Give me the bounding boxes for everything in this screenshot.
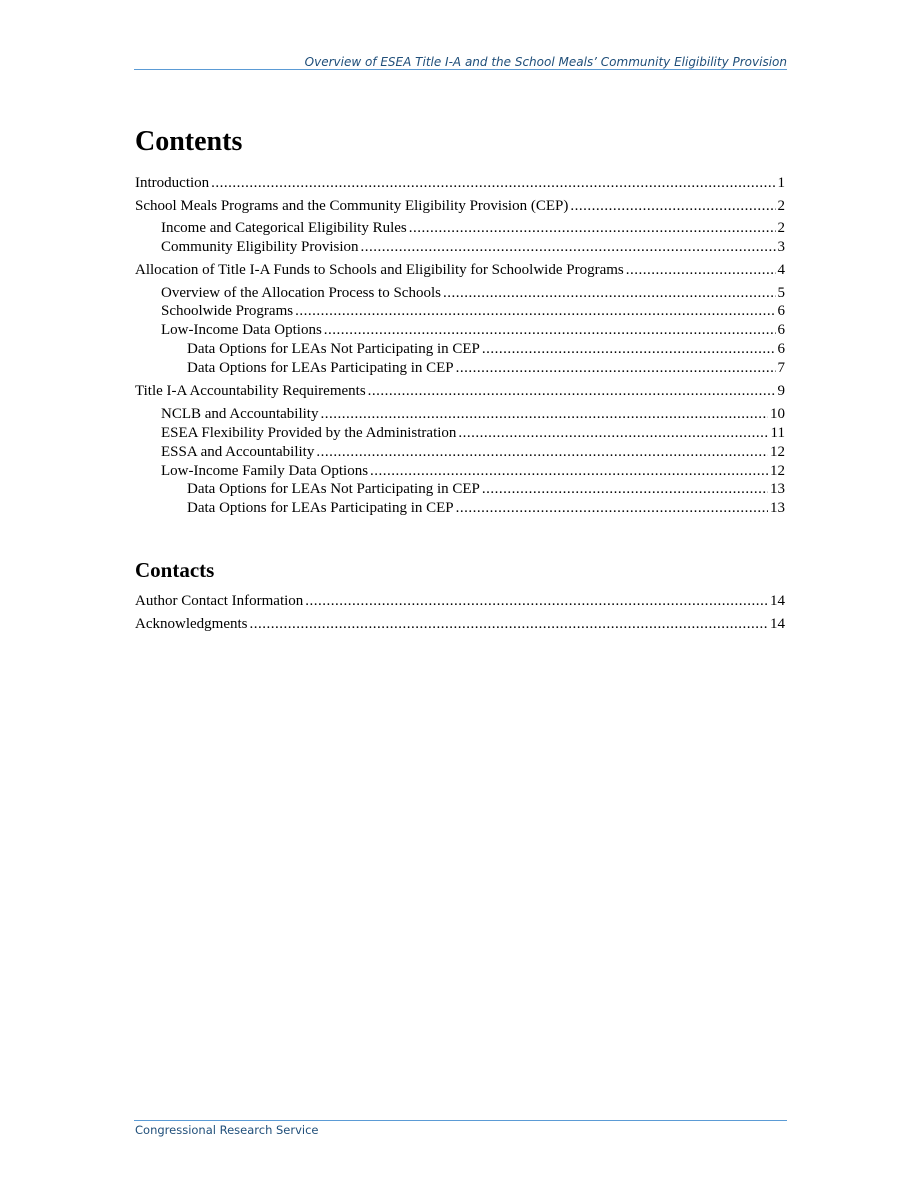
dot-leader <box>211 173 775 193</box>
toc-entry-page: 2 <box>777 220 785 236</box>
dot-leader <box>443 283 776 303</box>
toc-entry-introduction[interactable] <box>135 173 785 193</box>
toc-entry-nclb[interactable] <box>161 404 785 424</box>
dot-leader <box>316 442 768 462</box>
header-rule <box>134 69 787 70</box>
toc-entry-page: 12 <box>770 463 785 479</box>
toc-entry-income-categorical[interactable] <box>161 218 785 238</box>
running-header-title: Overview of ESEA Title I-A and the School Meals’ Community Eligibility Provision <box>304 55 787 69</box>
toc-entry-not-participating[interactable] <box>187 339 785 359</box>
dot-leader <box>368 381 776 401</box>
toc-entry-title: Low-Income Family Data Options <box>161 463 369 479</box>
dot-leader <box>409 218 776 238</box>
dot-leader <box>370 461 768 481</box>
toc-entry-title: ESEA Flexibility Provided by the Administration <box>161 425 457 441</box>
toc-entry-page: 6 <box>777 341 785 357</box>
dot-leader <box>570 196 775 216</box>
toc-entry-page: 2 <box>777 198 785 214</box>
toc-entry-page: 6 <box>777 322 785 338</box>
toc-entry-title: Income and Categorical Eligibility Rules <box>161 220 407 236</box>
toc-entry-title: NCLB and Accountability <box>161 406 319 422</box>
dot-leader <box>626 260 776 280</box>
toc-entry-page: 14 <box>770 616 785 632</box>
dot-leader <box>249 614 768 634</box>
contacts-list <box>135 591 785 636</box>
toc-entry-title: Low-Income Data Options <box>161 322 322 338</box>
toc-entry-essa[interactable] <box>161 442 785 462</box>
toc-entry-page: 3 <box>777 239 785 255</box>
toc-entry-page: 9 <box>777 383 785 399</box>
toc-entry-title: Overview of the Allocation Process to Schools <box>161 285 441 301</box>
contacts-heading: Contacts <box>135 558 215 582</box>
toc-entry-title: School Meals Programs and the Community Eligibility Provision (CEP) <box>135 198 569 214</box>
toc-entry-page: 14 <box>770 593 785 609</box>
toc-entry-title: Allocation of Title I-A Funds to Schools and Eligibility for Schoolwide Programs <box>135 262 624 278</box>
toc-entry-title: Acknowledgments <box>135 616 248 632</box>
toc-entry-page: 6 <box>777 303 785 319</box>
toc-entry-esea-flexibility[interactable] <box>161 423 785 443</box>
toc-entry-low-income-family[interactable] <box>161 461 785 481</box>
footer-rule <box>134 1120 787 1121</box>
toc-entry-page: 13 <box>770 481 785 497</box>
dot-leader <box>482 339 776 359</box>
toc-entry-title: Introduction <box>135 175 210 191</box>
toc-entry-title: ESSA and Accountability <box>161 444 315 460</box>
toc-entry-page: 11 <box>770 425 785 441</box>
toc-entry-title: Data Options for LEAs Not Participating in CEP <box>187 341 480 357</box>
dot-leader <box>305 591 768 611</box>
toc-entry-accountability[interactable] <box>135 381 785 401</box>
toc-entry-title: Schoolwide Programs <box>161 303 294 319</box>
dot-leader <box>458 423 768 443</box>
toc-entry-title: Author Contact Information <box>135 593 304 609</box>
toc-entry-page: 13 <box>770 500 785 516</box>
contents-list <box>135 173 785 523</box>
toc-entry-participating-2[interactable] <box>187 498 785 518</box>
dot-leader <box>361 237 776 257</box>
toc-entry-page: 1 <box>777 175 785 191</box>
dot-leader <box>456 498 768 518</box>
dot-leader <box>324 320 776 340</box>
toc-entry-page: 10 <box>770 406 785 422</box>
footer-publisher: Congressional Research Service <box>135 1123 319 1137</box>
toc-entry-allocation[interactable] <box>135 260 785 280</box>
dot-leader <box>456 358 776 378</box>
toc-entry-title: Data Options for LEAs Participating in CEP <box>187 500 454 516</box>
toc-entry-page: 4 <box>777 262 785 278</box>
toc-entry-title: Community Eligibility Provision <box>161 239 359 255</box>
toc-entry-acknowledgments[interactable] <box>135 614 785 634</box>
dot-leader <box>482 479 768 499</box>
toc-entry-community-eligibility[interactable] <box>161 237 785 257</box>
toc-entry-school-meals[interactable] <box>135 196 785 216</box>
toc-entry-allocation-overview[interactable] <box>161 283 785 303</box>
toc-entry-title: Title I-A Accountability Requirements <box>135 383 366 399</box>
toc-entry-page: 12 <box>770 444 785 460</box>
toc-entry-schoolwide-programs[interactable] <box>161 301 785 321</box>
toc-entry-low-income-data[interactable] <box>161 320 785 340</box>
contents-heading: Contents <box>135 126 243 157</box>
toc-entry-not-participating-2[interactable] <box>187 479 785 499</box>
toc-entry-participating[interactable] <box>187 358 785 378</box>
toc-entry-page: 5 <box>777 285 785 301</box>
toc-entry-page: 7 <box>777 360 785 376</box>
toc-entry-author-contact[interactable] <box>135 591 785 611</box>
toc-entry-title: Data Options for LEAs Participating in CEP <box>187 360 454 376</box>
dot-leader <box>320 404 768 424</box>
toc-entry-title: Data Options for LEAs Not Participating in CEP <box>187 481 480 497</box>
dot-leader <box>295 301 775 321</box>
